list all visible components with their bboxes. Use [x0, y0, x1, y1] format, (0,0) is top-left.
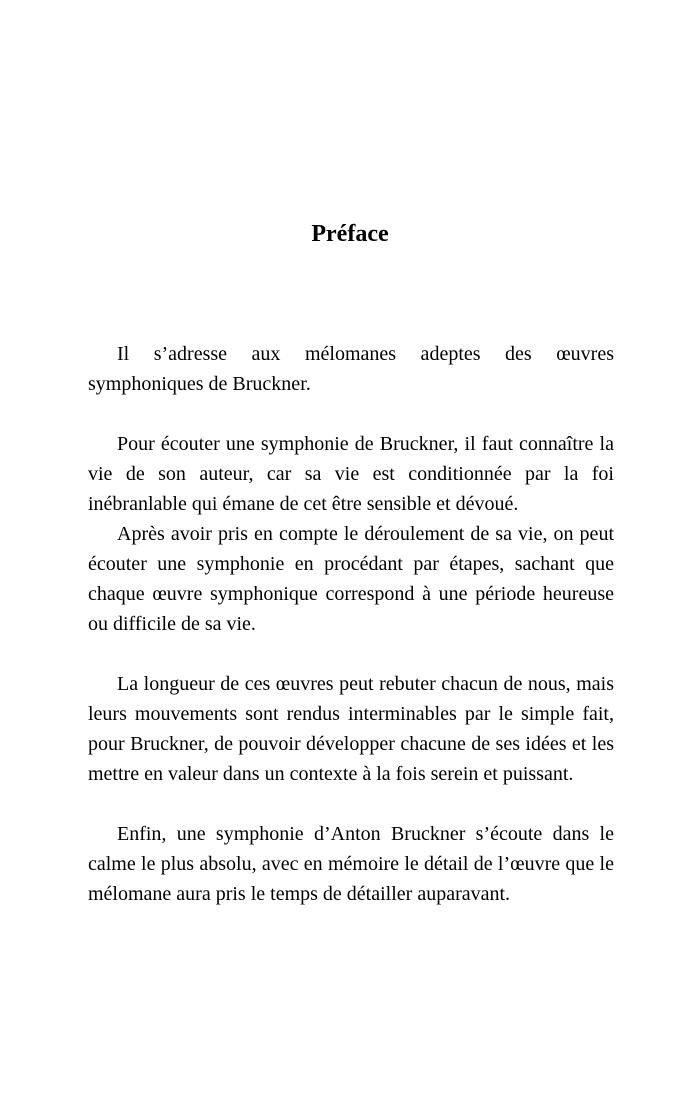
paragraph-3: Après avoir pris en compte le déroulement de sa vie, on peut écouter une symphonie en procédant par étapes, sachant que chaque œuvre symphonique correspond à une période heureuse ou difficile de sa vie. [88, 523, 614, 635]
paragraph-2: Pour écouter une symphonie de Bruckner, il faut connaître la vie de son auteur, car sa vie est conditionnée par la foi inébranlable qui émane de cet être sensible et dévoué. [88, 433, 614, 515]
paragraph-4: La longueur de ces œuvres peut rebuter chacun de nous, mais leurs mouvements sont rendus interminables par le simple fait, pour Bruckner, de pouvoir développer chacune de ses idées et les mettre en valeur dans un contexte à la fois serein et puissant. [88, 673, 614, 785]
paragraph-5: Enfin, une symphonie d’Anton Bruckner s’écoute dans le calme le plus absolu, avec en mémoire le détail de l’œuvre que le mélomane aura pris le temps de détailler auparavant. [88, 823, 614, 905]
page-body [88, 339, 614, 909]
paragraph-1: Il s’adresse aux mélomanes adeptes des œuvres symphoniques de Bruckner. [88, 343, 614, 395]
page-title: Préface [311, 221, 389, 247]
